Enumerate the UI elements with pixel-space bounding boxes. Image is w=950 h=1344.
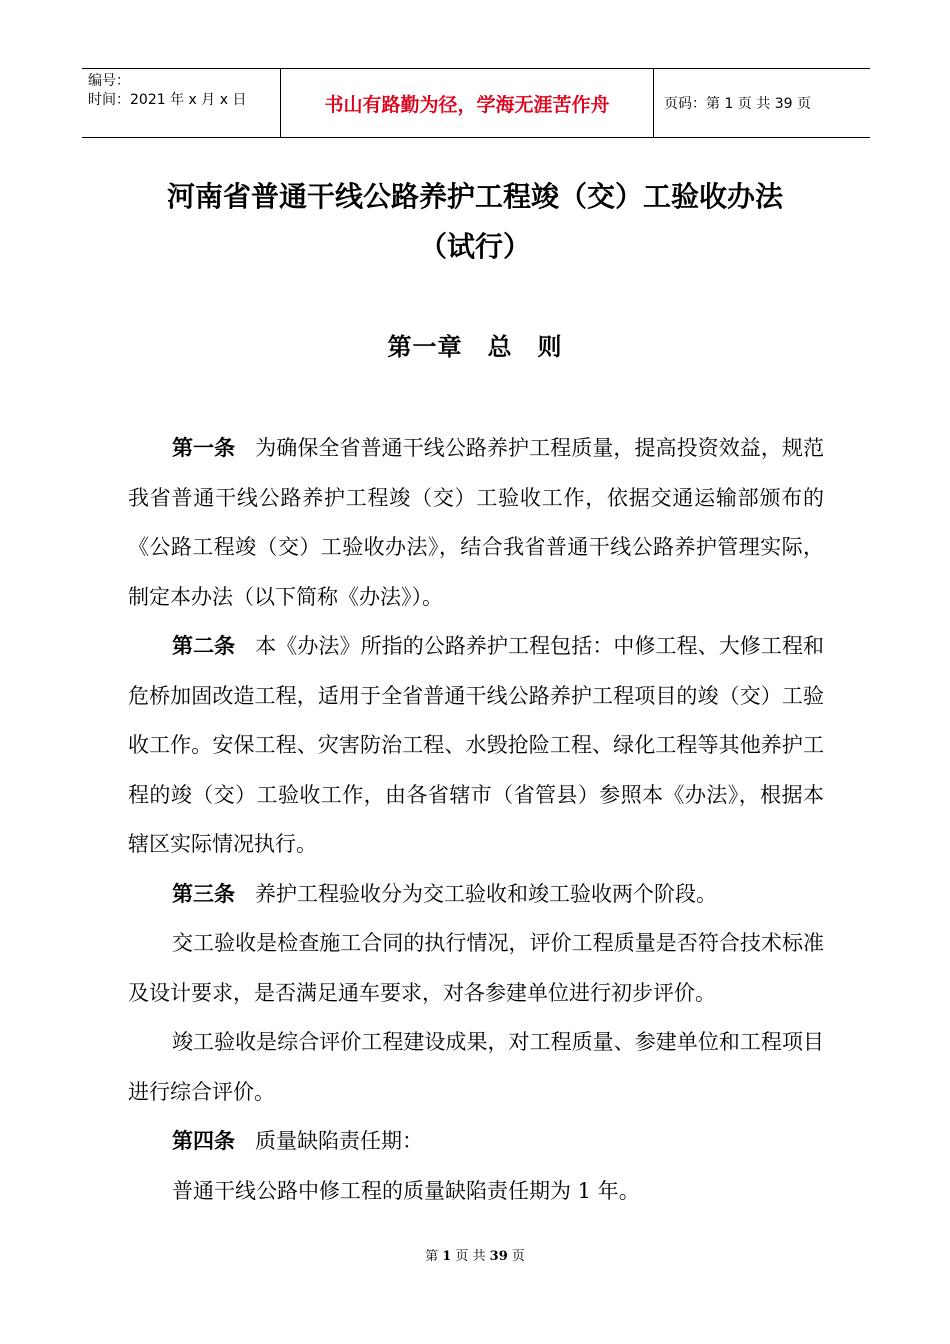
article-number: 第四条 bbox=[172, 1129, 235, 1153]
article-number: 第三条 bbox=[172, 881, 235, 906]
header-meta bbox=[82, 69, 281, 137]
article-paragraph bbox=[128, 870, 824, 920]
article-text: 为确保全省普通干线公路养护工程质量，提高投资效益，规范我省普通干线公路养护工程竣（交）工验收工作，依据交通运输部颁布的《公路工程竣（交）工验收办法》，结合我省普通干线公路养护管理实际，制定本办法（以下简称《办法》）。 bbox=[128, 436, 825, 609]
article-text: 养护工程验收分为交工验收和竣工验收两个阶段。 bbox=[255, 881, 717, 906]
article-number: 第一条 bbox=[172, 436, 236, 460]
header-motto: 书山有路勤为径，学海无涯苦作舟 bbox=[281, 69, 654, 137]
header-page-info: 页码：第 1 页 共 39 页 bbox=[664, 96, 811, 112]
footer-suffix: 页 bbox=[507, 1249, 525, 1264]
page-header bbox=[82, 68, 870, 138]
footer-middle: 页 共 bbox=[451, 1249, 490, 1264]
article-paragraph bbox=[128, 622, 824, 870]
article-paragraph bbox=[128, 1117, 824, 1167]
article-paragraph bbox=[128, 424, 824, 622]
document-title: 河南省普通干线公路养护工程竣（交）工验收办法 bbox=[166, 180, 783, 213]
page-footer bbox=[0, 1245, 950, 1264]
document-subtitle: （试行） bbox=[418, 230, 531, 263]
article-number: 第二条 bbox=[172, 634, 236, 658]
paragraph-text: 交工验收是检查施工合同的执行情况，评价工程质量是否符合技术标准及设计要求，是否满足通车要求，对各参建单位进行初步评价。 bbox=[128, 931, 824, 1005]
body-paragraph bbox=[128, 1167, 824, 1217]
paragraph-text: 竣工验收是综合评价工程建设成果，对工程质量、参建单位和工程项目进行综合评价。 bbox=[128, 1030, 824, 1104]
footer-current-page: 1 bbox=[442, 1249, 452, 1264]
body-paragraph bbox=[128, 919, 824, 1018]
document-number-label: 编号： bbox=[88, 73, 130, 89]
paragraph-text: 普通干线公路中修工程的质量缺陷责任期为 1 年。 bbox=[172, 1178, 640, 1203]
footer-total-pages: 39 bbox=[489, 1249, 508, 1264]
document-date: 时间：2021 年 x 月 x 日 bbox=[88, 92, 247, 108]
article-text: 本《办法》所指的公路养护工程包括：中修工程、大修工程和危桥加固改造工程，适用于全省普通干线公路养护工程项目的竣（交）工验收工作。安保工程、灾害防治工程、水毁抢险工程、绿化工程等其他养护工程的竣（交）工验收工作，由各省辖市（省管县）参照本《办法》，根据本辖区实际情况执行。 bbox=[128, 634, 825, 856]
chapter-heading: 第一章 总 则 bbox=[387, 332, 563, 361]
body-paragraph bbox=[128, 1018, 824, 1117]
footer-prefix: 第 bbox=[425, 1249, 443, 1264]
document-body bbox=[128, 424, 824, 1216]
article-text: 质量缺陷责任期： bbox=[255, 1129, 423, 1153]
